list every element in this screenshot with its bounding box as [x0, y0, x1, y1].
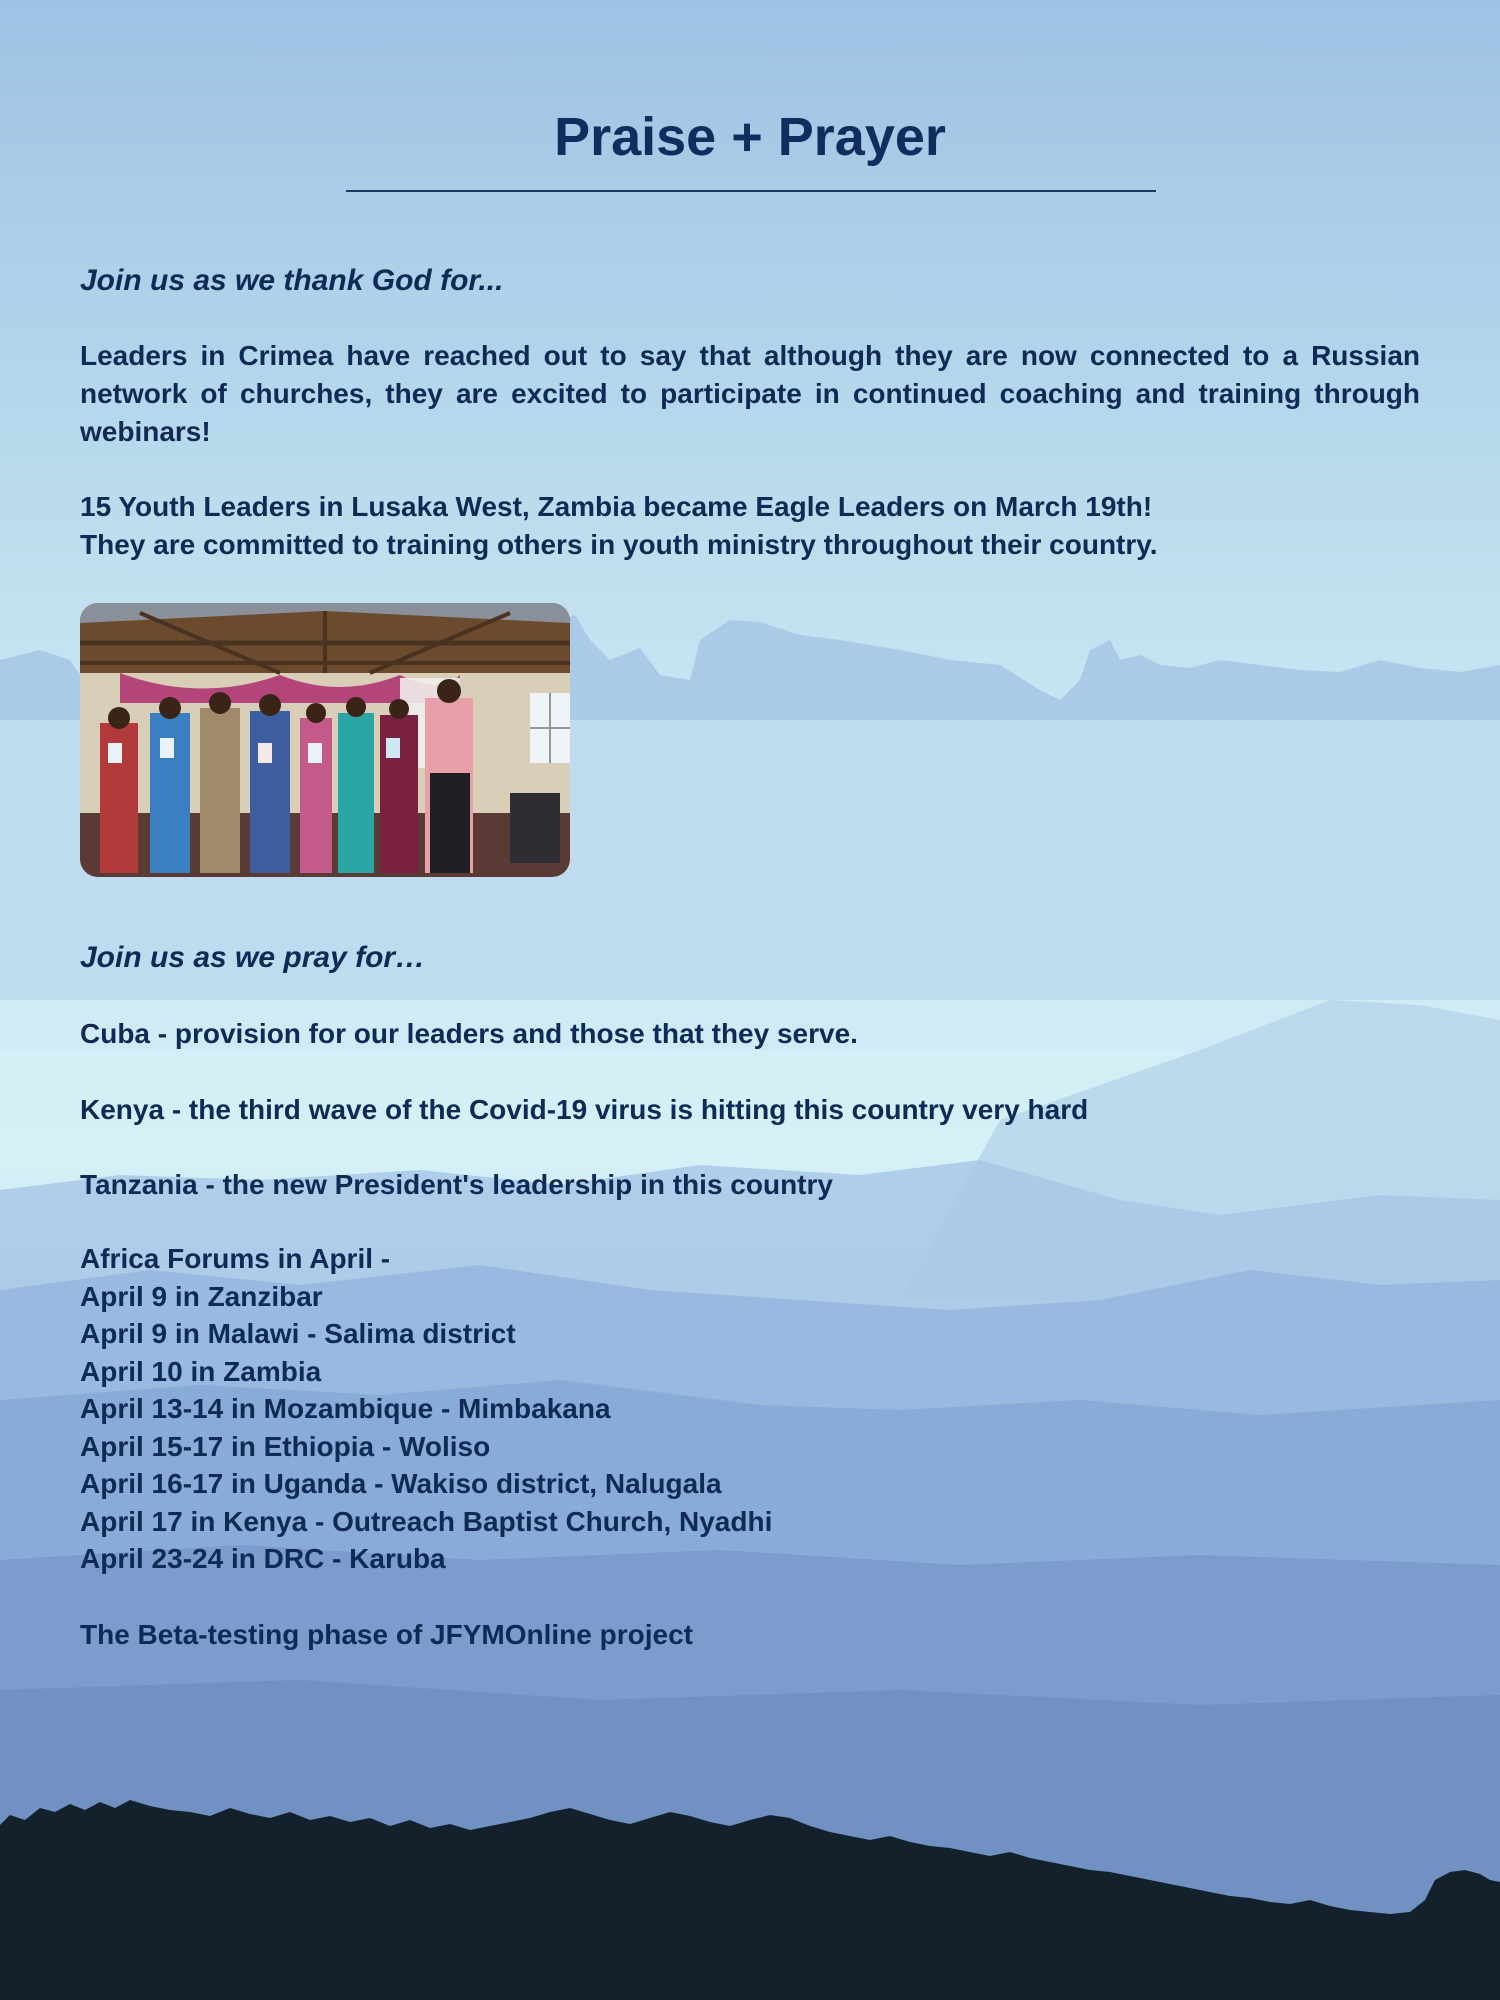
praise-heading: Join us as we thank God for... — [80, 264, 504, 297]
forum-item: April 16-17 in Uganda - Wakiso district, Nalugala — [80, 1468, 722, 1499]
forum-item: April 10 in Zambia — [80, 1355, 322, 1387]
page-title: Praise + Prayer — [554, 107, 946, 167]
prayer-item-kenya: Kenya - the third wave of the Covid-19 virus is hitting this country very hard — [80, 1094, 1089, 1125]
prayer-item-tanzania: Tanzania - the new President's leadership in this country — [80, 1169, 833, 1200]
forum-item: April 17 in Kenya - Outreach Baptist Church, Nyadhi — [80, 1505, 773, 1537]
praise-item-zambia: 15 Youth Leaders in Lusaka West, Zambia became Eagle Leaders on March 19th! — [80, 491, 1153, 522]
prayer-item-jfymonline: The Beta-testing phase of JFYMOnline project — [80, 1619, 693, 1650]
group-photo-image — [80, 603, 570, 877]
praise-item-zambia-detail: They are committed to training others in youth ministry throughout their country. — [80, 529, 1158, 560]
forum-item: April 23-24 in DRC - Karuba — [80, 1543, 446, 1574]
prayer-heading: Join us as we pray for… — [80, 941, 426, 974]
forum-item: April 13-14 in Mozambique - Mimbakana — [80, 1393, 611, 1424]
prayer-item-cuba: Cuba - provision for our leaders and those that they serve. — [80, 1018, 858, 1049]
africa-forums-list — [80, 1240, 1420, 1578]
forum-item: April 9 in Zanzibar — [80, 1280, 323, 1312]
praise-item-crimea: Leaders in Crimea have reached out to say that although they are now connected to a Russian network of churches, they are excited to participate in continued coaching and training through webinars! — [80, 340, 1420, 447]
forum-item: April 9 in Malawi - Salima district — [80, 1318, 516, 1349]
forum-item: April 15-17 in Ethiopia - Woliso — [80, 1430, 491, 1462]
group-photo — [80, 603, 570, 877]
forums-heading: Africa Forums in April - — [80, 1243, 391, 1274]
title-divider — [346, 190, 1156, 192]
